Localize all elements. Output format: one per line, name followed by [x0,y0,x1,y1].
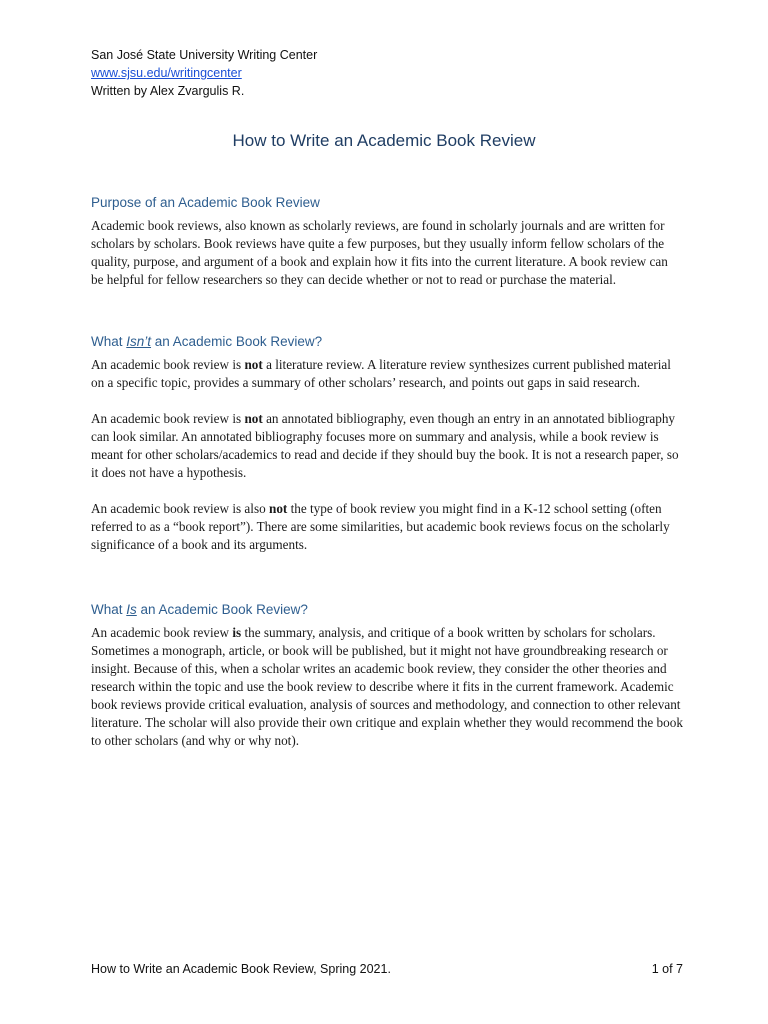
bold-text: not [244,411,263,426]
institution-name: San José State University Writing Center [91,48,318,62]
heading-emphasis: Isn’t [126,334,152,349]
paragraph-text: An academic book review is [91,411,245,426]
bold-text: not [268,501,288,516]
heading-text: What [91,602,127,617]
author-line: Written by Alex Zvargulis R. [91,84,245,98]
document-header [91,46,317,100]
footer-title: How to Write an Academic Book Review, Spring 2021. [91,962,391,976]
section-purpose-heading: Purpose of an Academic Book Review [91,195,320,210]
section-what-isnt-heading [91,333,683,351]
document-title: How to Write an Academic Book Review [232,131,536,150]
writing-center-link[interactable]: www.sjsu.edu/writingcenter [91,66,242,80]
heading-text: an Academic Book Review? [136,602,308,617]
paragraph-not-literature-review [91,356,683,392]
section-what-is-heading [91,601,683,619]
section-what-isnt [91,333,683,554]
paragraph-text: the type of book review you might find in a K-12 school setting (often referred to as a “book report”). There are some similarities, but academic book reviews focus on the scholarly significance of a book and its arguments. [91,501,670,552]
paragraph-what-is [91,624,683,750]
heading-text: an Academic Book Review? [151,334,323,349]
heading-text: What [91,334,127,349]
section-purpose [91,194,683,289]
paragraph-not-book-report [91,500,683,554]
paragraph-text: an annotated bibliography, even though an entry in an annotated bibliography can look similar. An annotated bibliography focuses more on summary and analysis, while a book review is meant for other scholars/academics to read and decide if they should buy the book. It is not a research paper, so it does not have a hypothesis. [91,411,679,480]
bold-text: is [232,625,242,640]
bold-text: not [244,357,263,372]
section-purpose-paragraph: Academic book reviews, also known as scholarly reviews, are found in scholarly journals and are written for scholars by scholars. Book reviews have quite a few purposes, but they usually inform fellow scholars of the quality, purpose, and argument of a book and explain how it fits into the current literature. A book review can be helpful for fellow researchers so they can decide whether or not to read or purchase the material. [91,218,668,287]
paragraph-text: a literature review. A literature review synthesizes current published material on a specific topic, provides a summary of other scholars’ research, and points out gaps in said research. [91,357,671,390]
section-what-is [91,601,683,750]
paragraph-text: the summary, analysis, and critique of a book written by scholars for scholars. Sometimes a monograph, article, or book will be published, but it might not have groundbreaking research or insight. Because of this, when a scholar writes an academic book review, they consider the other theories and research within the topic and use the book review to describe where it fits in the current framework. Academic book reviews provide critical evaluation, analysis of sources and methodology, and connection to other relevant literature. The scholar will also provide their own critique and explain whether they would recommend the book to other scholars (and why or why not). [91,625,683,748]
heading-emphasis: Is [126,602,137,617]
page-footer [91,962,683,976]
paragraph-not-annotated-bibliography [91,410,683,482]
page-number: 1 of 7 [651,962,683,976]
paragraph-text: An academic book review is also [91,501,269,516]
paragraph-text: An academic book review [91,625,233,640]
paragraph-text: An academic book review is [91,357,245,372]
